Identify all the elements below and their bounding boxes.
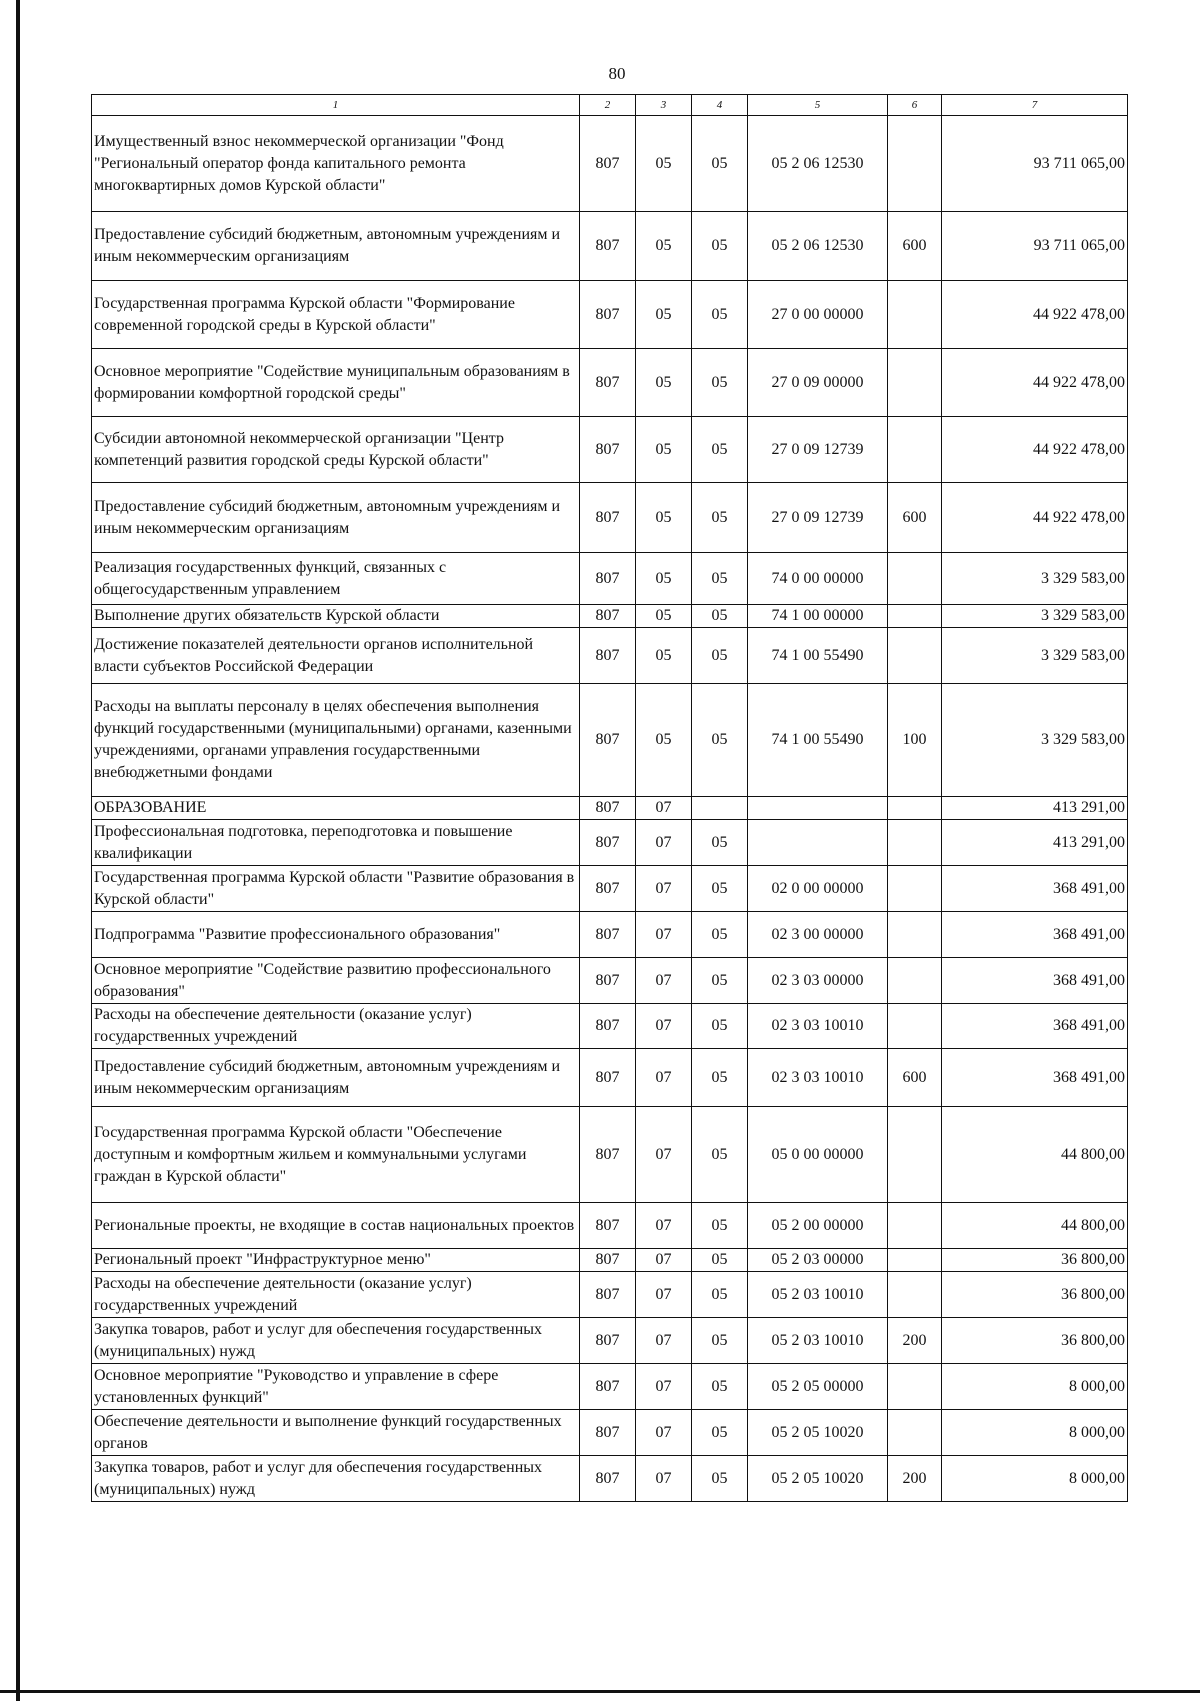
subsection-code [692,797,748,820]
grbs-code: 807 [580,212,636,281]
subsection-code: 05 [692,1456,748,1502]
section-code: 05 [636,684,692,797]
table-row [92,281,1128,349]
subsection-code: 05 [692,605,748,628]
subsection-code: 05 [692,1410,748,1456]
table-row [92,1410,1128,1456]
amount: 44 922 478,00 [942,483,1128,553]
target-article-code: 05 2 05 00000 [748,1364,888,1410]
grbs-code: 807 [580,958,636,1004]
item-name: Региональный проект "Инфраструктурное меню" [92,1249,580,1272]
subsection-code: 05 [692,684,748,797]
target-article-code: 02 3 03 10010 [748,1049,888,1107]
grbs-code: 807 [580,1272,636,1318]
grbs-code: 807 [580,820,636,866]
grbs-code: 807 [580,116,636,212]
expense-type-code [888,417,942,483]
grbs-code: 807 [580,912,636,958]
grbs-code: 807 [580,628,636,684]
expense-type-code [888,116,942,212]
expense-type-code [888,912,942,958]
grbs-code: 807 [580,483,636,553]
expense-type-code: 600 [888,212,942,281]
item-name: Закупка товаров, работ и услуг для обеспечения государственных (муниципальных) нужд [92,1456,580,1502]
expense-type-code: 200 [888,1456,942,1502]
grbs-code: 807 [580,1318,636,1364]
subsection-code: 05 [692,1004,748,1049]
grbs-code: 807 [580,605,636,628]
expense-type-code [888,1272,942,1318]
table-row [92,820,1128,866]
subsection-code: 05 [692,1107,748,1203]
column-number-row [92,95,1128,116]
amount: 93 711 065,00 [942,212,1128,281]
target-article-code: 27 0 09 12739 [748,417,888,483]
target-article-code: 05 2 03 10010 [748,1272,888,1318]
grbs-code: 807 [580,349,636,417]
table-row [92,349,1128,417]
section-code: 05 [636,553,692,605]
item-name: Предоставление субсидий бюджетным, автономным учреждениям и иным некоммерческим организациям [92,483,580,553]
subsection-code: 05 [692,1272,748,1318]
table-row [92,1456,1128,1502]
target-article-code: 05 2 05 10020 [748,1456,888,1502]
item-name: Государственная программа Курской области "Обеспечение доступным и комфортным жильем и коммунальными услугами граждан в Курской области" [92,1107,580,1203]
subsection-code: 05 [692,281,748,349]
scan-left-edge [16,0,20,1701]
target-article-code: 74 1 00 00000 [748,605,888,628]
section-code: 07 [636,1203,692,1249]
target-article-code: 05 0 00 00000 [748,1107,888,1203]
table-row [92,912,1128,958]
grbs-code: 807 [580,553,636,605]
amount: 3 329 583,00 [942,628,1128,684]
section-code: 07 [636,797,692,820]
column-header: 5 [748,95,888,116]
item-name: Основное мероприятие "Содействие муниципальным образованиям в формировании комфортной городской среды" [92,349,580,417]
expense-type-code [888,866,942,912]
target-article-code [748,820,888,866]
item-name: Закупка товаров, работ и услуг для обеспечения государственных (муниципальных) нужд [92,1318,580,1364]
section-code: 07 [636,1272,692,1318]
subsection-code: 05 [692,866,748,912]
item-name: Обеспечение деятельности и выполнение функций государственных органов [92,1410,580,1456]
page-number: 80 [608,64,626,83]
amount: 3 329 583,00 [942,605,1128,628]
subsection-code: 05 [692,349,748,417]
target-article-code: 27 0 09 00000 [748,349,888,417]
section-code: 07 [636,1049,692,1107]
subsection-code: 05 [692,628,748,684]
item-name: Реализация государственных функций, связанных с общегосударственным управлением [92,553,580,605]
table-row [92,1249,1128,1272]
table-row [92,417,1128,483]
amount: 368 491,00 [942,1049,1128,1107]
expense-type-code: 200 [888,1318,942,1364]
grbs-code: 807 [580,1049,636,1107]
amount: 8 000,00 [942,1456,1128,1502]
item-name: Основное мероприятие "Руководство и управление в сфере установленных функций" [92,1364,580,1410]
table-row [92,605,1128,628]
subsection-code: 05 [692,1364,748,1410]
expense-type-code [888,797,942,820]
target-article-code: 74 1 00 55490 [748,628,888,684]
grbs-code: 807 [580,866,636,912]
item-name: Региональные проекты, не входящие в состав национальных проектов [92,1203,580,1249]
target-article-code: 02 3 00 00000 [748,912,888,958]
grbs-code: 807 [580,1203,636,1249]
amount: 8 000,00 [942,1410,1128,1456]
target-article-code: 05 2 06 12530 [748,116,888,212]
table-row [92,116,1128,212]
section-code: 07 [636,1456,692,1502]
grbs-code: 807 [580,1107,636,1203]
grbs-code: 807 [580,1364,636,1410]
subsection-code: 05 [692,553,748,605]
grbs-code: 807 [580,281,636,349]
section-code: 07 [636,1364,692,1410]
expense-type-code: 600 [888,483,942,553]
expense-type-code [888,349,942,417]
expense-type-code [888,820,942,866]
section-code: 05 [636,417,692,483]
item-name: Подпрограмма "Развитие профессионального образования" [92,912,580,958]
expense-type-code [888,553,942,605]
expense-type-code [888,1004,942,1049]
subsection-code: 05 [692,958,748,1004]
target-article-code: 74 0 00 00000 [748,553,888,605]
subsection-code: 05 [692,1318,748,1364]
amount: 368 491,00 [942,866,1128,912]
target-article-code: 05 2 03 00000 [748,1249,888,1272]
amount: 368 491,00 [942,958,1128,1004]
target-article-code: 05 2 06 12530 [748,212,888,281]
expense-type-code [888,1203,942,1249]
expense-type-code [888,1107,942,1203]
item-name: Достижение показателей деятельности органов исполнительной власти субъектов Российской Федерации [92,628,580,684]
amount: 93 711 065,00 [942,116,1128,212]
target-article-code: 05 2 00 00000 [748,1203,888,1249]
table-row [92,1364,1128,1410]
subsection-code: 05 [692,483,748,553]
section-code: 07 [636,1107,692,1203]
table-body [92,116,1128,1502]
item-name: Предоставление субсидий бюджетным, автономным учреждениям и иным некоммерческим организациям [92,212,580,281]
amount: 368 491,00 [942,912,1128,958]
item-name: Расходы на выплаты персоналу в целях обеспечения выполнения функций государственными (муниципальными) органами, казенными учреждениями, органами управления государственными внебюджетными фондами [92,684,580,797]
table-row [92,483,1128,553]
table-row [92,212,1128,281]
amount: 368 491,00 [942,1004,1128,1049]
target-article-code [748,797,888,820]
grbs-code: 807 [580,1456,636,1502]
expense-type-code: 600 [888,1049,942,1107]
target-article-code: 05 2 03 10010 [748,1318,888,1364]
amount: 8 000,00 [942,1364,1128,1410]
grbs-code: 807 [580,1410,636,1456]
target-article-code: 74 1 00 55490 [748,684,888,797]
table-row [92,866,1128,912]
table-row [92,1272,1128,1318]
amount: 413 291,00 [942,820,1128,866]
subsection-code: 05 [692,820,748,866]
item-name: Профессиональная подготовка, переподготовка и повышение квалификации [92,820,580,866]
item-name: Основное мероприятие "Содействие развитию профессионального образования" [92,958,580,1004]
amount: 36 800,00 [942,1249,1128,1272]
subsection-code: 05 [692,1249,748,1272]
table-row [92,797,1128,820]
item-name: Имущественный взнос некоммерческой организации "Фонд "Региональный оператор фонда капитального ремонта многоквартирных домов Курской области" [92,116,580,212]
section-code: 07 [636,1410,692,1456]
section-code: 05 [636,483,692,553]
column-header: 4 [692,95,748,116]
expense-type-code [888,281,942,349]
amount: 44 922 478,00 [942,417,1128,483]
subsection-code: 05 [692,1049,748,1107]
table-row [92,684,1128,797]
table-row [92,1318,1128,1364]
expense-type-code [888,605,942,628]
item-name: Субсидии автономной некоммерческой организации "Центр компетенций развития городской среды Курской области" [92,417,580,483]
amount: 36 800,00 [942,1318,1128,1364]
expense-type-code [888,1410,942,1456]
item-name: Выполнение других обязательств Курской области [92,605,580,628]
column-header: 7 [942,95,1128,116]
column-header: 2 [580,95,636,116]
column-header: 3 [636,95,692,116]
item-name: Государственная программа Курской области "Развитие образования в Курской области" [92,866,580,912]
target-article-code: 05 2 05 10020 [748,1410,888,1456]
section-code: 05 [636,605,692,628]
section-code: 05 [636,349,692,417]
item-name: Государственная программа Курской области "Формирование современной городской среды в Курской области" [92,281,580,349]
subsection-code: 05 [692,212,748,281]
amount: 413 291,00 [942,797,1128,820]
target-article-code: 02 3 03 10010 [748,1004,888,1049]
grbs-code: 807 [580,1249,636,1272]
section-code: 07 [636,820,692,866]
table-row [92,628,1128,684]
table-row [92,1203,1128,1249]
amount: 3 329 583,00 [942,553,1128,605]
amount: 3 329 583,00 [942,684,1128,797]
expense-type-code: 100 [888,684,942,797]
subsection-code: 05 [692,912,748,958]
section-code: 07 [636,958,692,1004]
scan-bottom-edge [0,1690,1200,1693]
grbs-code: 807 [580,797,636,820]
expense-type-code [888,1249,942,1272]
section-code: 05 [636,628,692,684]
subsection-code: 05 [692,1203,748,1249]
expense-type-code [888,958,942,1004]
grbs-code: 807 [580,684,636,797]
section-code: 07 [636,912,692,958]
amount: 44 800,00 [942,1107,1128,1203]
target-article-code: 02 0 00 00000 [748,866,888,912]
grbs-code: 807 [580,1004,636,1049]
item-name: Расходы на обеспечение деятельности (оказание услуг) государственных учреждений [92,1272,580,1318]
target-article-code: 27 0 09 12739 [748,483,888,553]
section-code: 07 [636,866,692,912]
amount: 44 800,00 [942,1203,1128,1249]
target-article-code: 02 3 03 00000 [748,958,888,1004]
item-name: Предоставление субсидий бюджетным, автономным учреждениям и иным некоммерческим организациям [92,1049,580,1107]
budget-table [91,94,1128,1502]
section-code: 07 [636,1004,692,1049]
item-name: Расходы на обеспечение деятельности (оказание услуг) государственных учреждений [92,1004,580,1049]
amount: 44 922 478,00 [942,281,1128,349]
table-row [92,1004,1128,1049]
section-code: 05 [636,212,692,281]
column-header: 1 [92,95,580,116]
amount: 36 800,00 [942,1272,1128,1318]
grbs-code: 807 [580,417,636,483]
subsection-code: 05 [692,116,748,212]
table-row [92,553,1128,605]
table-row [92,958,1128,1004]
expense-type-code [888,1364,942,1410]
subsection-code: 05 [692,417,748,483]
item-name: ОБРАЗОВАНИЕ [92,797,580,820]
table-row [92,1107,1128,1203]
section-code: 05 [636,281,692,349]
section-code: 07 [636,1249,692,1272]
amount: 44 922 478,00 [942,349,1128,417]
section-code: 05 [636,116,692,212]
section-code: 07 [636,1318,692,1364]
target-article-code: 27 0 00 00000 [748,281,888,349]
table-row [92,1049,1128,1107]
expense-type-code [888,628,942,684]
column-header: 6 [888,95,942,116]
